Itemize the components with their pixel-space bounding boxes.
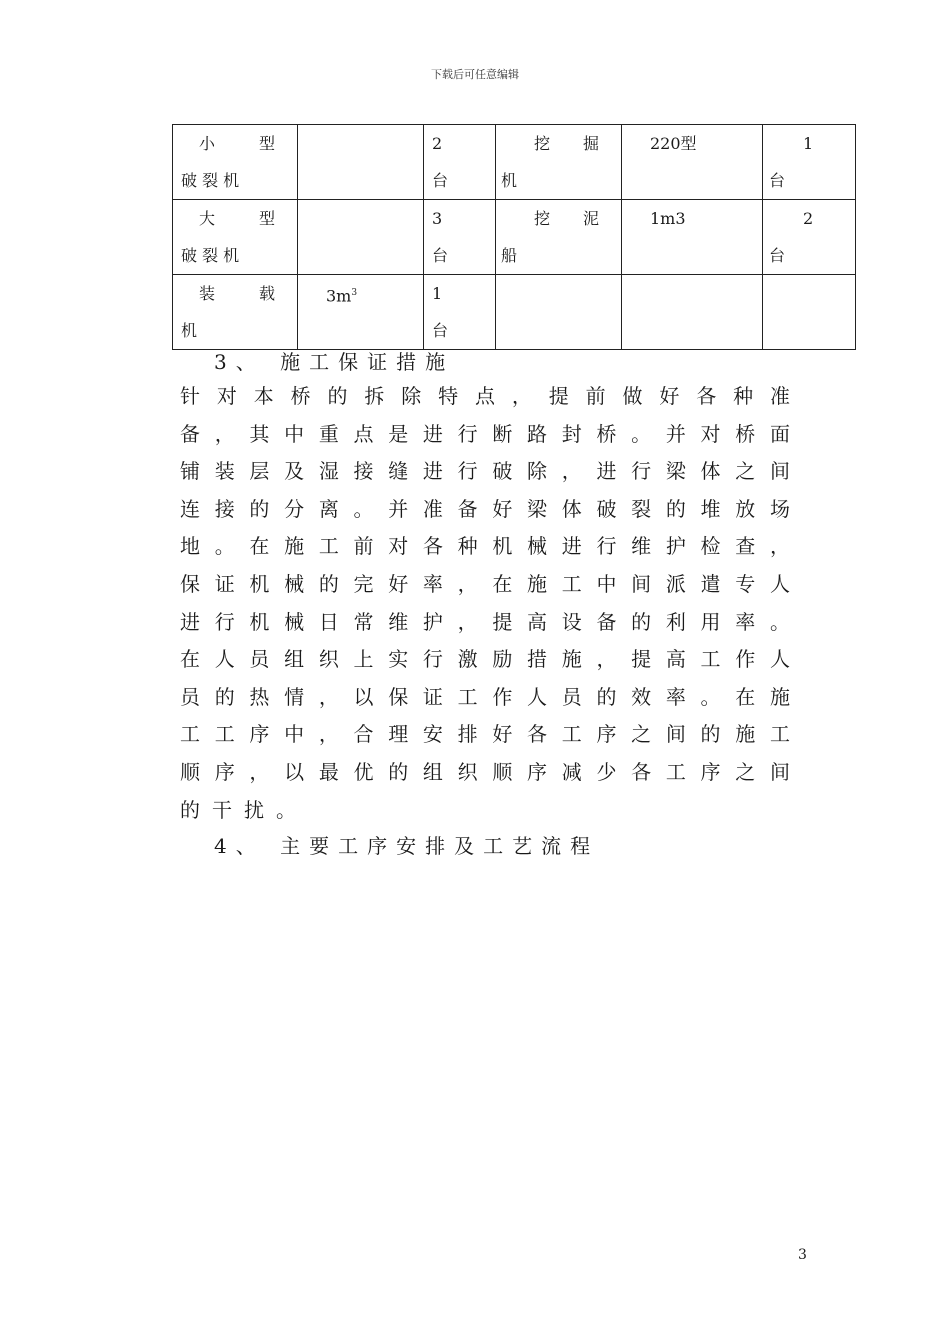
- equipment-name-char: 载: [258, 284, 275, 303]
- page-number: 3: [798, 1247, 807, 1263]
- machine-spec: 220型: [650, 134, 697, 153]
- section-3-paragraph: [180, 378, 790, 829]
- machine-spec: 1m3: [650, 209, 686, 228]
- paragraph-line: 在 人 员 组 织 上 实 行 激 励 措 施 ， 提 高 工 作 人: [180, 647, 790, 672]
- machine-name-char: 挖: [534, 134, 551, 153]
- table-row: [173, 200, 856, 275]
- machine-count: 2: [803, 209, 814, 228]
- equipment-name-bottom: 破 裂 机: [181, 171, 240, 190]
- equipment-spec: $3m^3$: [326, 286, 358, 306]
- machine-spec: [622, 275, 762, 312]
- section-3-title: 3、 施工保证措施: [214, 350, 455, 374]
- paragraph-line: 备 ， 其 中 重 点 是 进 行 断 路 封 桥 。 并 对 桥 面: [180, 421, 790, 446]
- paragraph-line: 地 。 在 施 工 前 对 各 种 机 械 进 行 维 护 检 查 ，: [180, 534, 790, 559]
- paragraph-line: 进 行 机 械 日 常 维 护 ， 提 高 设 备 的 利 用 率 。: [180, 609, 790, 634]
- equipment-spec: [298, 125, 423, 162]
- machine-count: 1: [803, 134, 814, 153]
- table-cell: [763, 125, 856, 200]
- table-cell: [496, 125, 622, 200]
- paragraph-line: 顺 序 ， 以 最 优 的 组 织 顺 序 减 少 各 工 序 之 间: [180, 759, 790, 784]
- table-cell: [496, 200, 622, 275]
- equipment-name-bottom: 破 裂 机: [181, 246, 240, 265]
- machine-unit: 台: [769, 246, 786, 265]
- table-row: [173, 125, 856, 200]
- table-cell: [424, 125, 496, 200]
- equipment-spec: [298, 200, 423, 237]
- paragraph-line: 针 对 本 桥 的 拆 除 特 点 ， 提 前 做 好 各 种 准: [180, 384, 790, 408]
- section-4-title: 4、 主要工序安排及工艺流程: [214, 834, 600, 858]
- machine-count: [763, 275, 855, 312]
- machine-name-char: 掘: [582, 134, 599, 153]
- machine-unit: [763, 312, 855, 349]
- table-cell: [622, 125, 763, 200]
- table-row: [173, 275, 856, 350]
- paragraph-line: 连 接 的 分 离 。 并 准 备 好 梁 体 破 裂 的 堆 放 场: [180, 496, 790, 521]
- equipment-qty: 1: [432, 284, 443, 303]
- table-cell: [424, 275, 496, 350]
- page-header: 下载后可任意编辑: [431, 68, 519, 81]
- machine-name-char: 泥: [582, 209, 599, 228]
- equipment-qty: 2: [432, 134, 443, 153]
- table-cell: [763, 200, 856, 275]
- equipment-qty: 3: [432, 209, 443, 228]
- equipment-unit: 台: [432, 171, 449, 190]
- machine-unit: 台: [769, 171, 786, 190]
- paragraph-line: 员 的 热 情 ， 以 保 证 工 作 人 员 的 效 率 。 在 施: [180, 684, 790, 709]
- machine-name-char: 挖: [534, 209, 551, 228]
- paragraph-line: 保 证 机 械 的 完 好 率 ， 在 施 工 中 间 派 遣 专 人: [180, 571, 790, 596]
- equipment-name-char: 型: [258, 134, 275, 153]
- table-cell: [763, 275, 856, 350]
- table-cell: [173, 125, 298, 200]
- table-cell: [298, 200, 424, 275]
- table-cell: [173, 200, 298, 275]
- equipment-name-bottom: 机: [181, 321, 198, 340]
- equipment-unit: 台: [432, 321, 449, 340]
- table-cell: [496, 275, 622, 350]
- equipment-name-char: 大: [199, 209, 216, 228]
- table-cell: [424, 200, 496, 275]
- equipment-name-char: 小: [199, 134, 216, 153]
- table-cell: [298, 275, 424, 350]
- machine-name-bottom: 船: [501, 246, 518, 265]
- equipment-unit: 台: [432, 246, 449, 265]
- machine-name-bottom: 机: [501, 171, 518, 190]
- machine-name-bottom: [496, 312, 621, 349]
- table-cell: [298, 125, 424, 200]
- equipment-name-char: 装: [199, 284, 216, 303]
- paragraph-line: 铺 装 层 及 湿 接 缝 进 行 破 除 ， 进 行 梁 体 之 间: [180, 459, 790, 484]
- table-cell: [622, 200, 763, 275]
- paragraph-line: 的 干 扰 。: [180, 797, 296, 822]
- equipment-table: [172, 124, 856, 350]
- paragraph-line: 工 工 序 中 ， 合 理 安 排 好 各 工 序 之 间 的 施 工: [180, 722, 790, 747]
- table-cell: [622, 275, 763, 350]
- table-cell: [173, 275, 298, 350]
- equipment-name-char: 型: [258, 209, 275, 228]
